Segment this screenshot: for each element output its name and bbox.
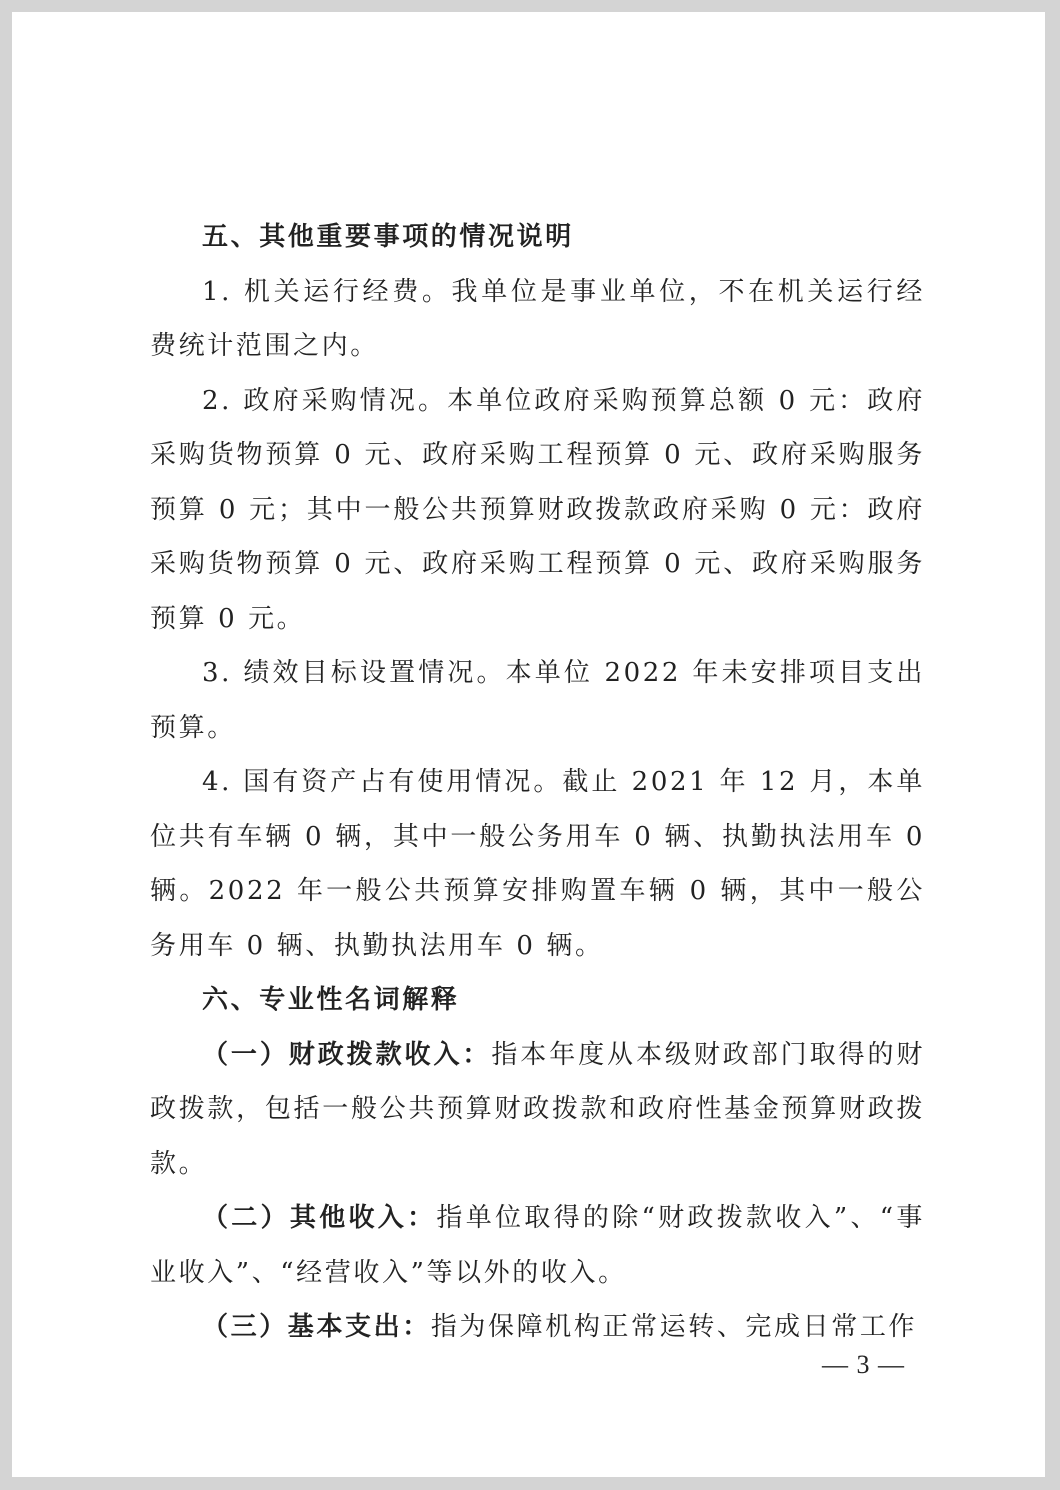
term-label: （一）财政拨款收入：	[202, 1039, 492, 1070]
section-heading-other-matters: 五、其他重要事项的情况说明	[202, 222, 574, 252]
term-label: （二）其他收入：	[202, 1203, 437, 1233]
section-heading-terminology: 六、专业性名词解释	[202, 985, 460, 1015]
page-number: — 3 —	[822, 1350, 905, 1379]
term-definition: 指为保障机构正常运转、完成日常工作	[430, 1312, 918, 1342]
term-definition: 指单位取得的除“财政拨款收入”、“事业收入”、“经营收入”等以外的收入。	[150, 1203, 925, 1288]
paragraph-operating-expenses: 1. 机关运行经费。我单位是事业单位，不在机关运行经费统计范围之内。	[150, 276, 925, 361]
paragraph-state-assets: 4. 国有资产占有使用情况。截止 2021 年 12 月，本单位共有车辆 0 辆，其中一般公务用车 0 辆、执勤执法用车 0 辆。2022 年一般公共预算安排购置车辆 0 辆，其中一般公务用车 0 辆、执勤执法用车 0 辆。	[150, 767, 925, 961]
term-paragraph-basic-expenditure	[150, 1300, 925, 1355]
paragraph-performance-targets: 3. 绩效目标设置情况。本单位 2022 年未安排项目支出预算。	[150, 658, 925, 743]
paragraph-government-procurement: 2. 政府采购情况。本单位政府采购预算总额 0 元：政府采购货物预算 0 元、政府采购工程预算 0 元、政府采购服务预算 0 元；其中一般公共预算财政拨款政府采购 0 元：政府采购货物预算 0 元、政府采购工程预算 0 元、政府采购服务预算 0 元。	[150, 385, 925, 634]
term-label: （三）基本支出：	[202, 1312, 431, 1342]
document-body	[150, 210, 925, 1355]
term-paragraph-other-income	[150, 1191, 925, 1300]
term-definition: 指本年度从本级财政部门取得的财政拨款，包括一般公共预算财政拨款和政府性基金预算财政拨款。	[150, 1039, 925, 1179]
term-paragraph-fiscal-appropriation	[150, 1028, 925, 1192]
document-page	[12, 12, 1045, 1477]
